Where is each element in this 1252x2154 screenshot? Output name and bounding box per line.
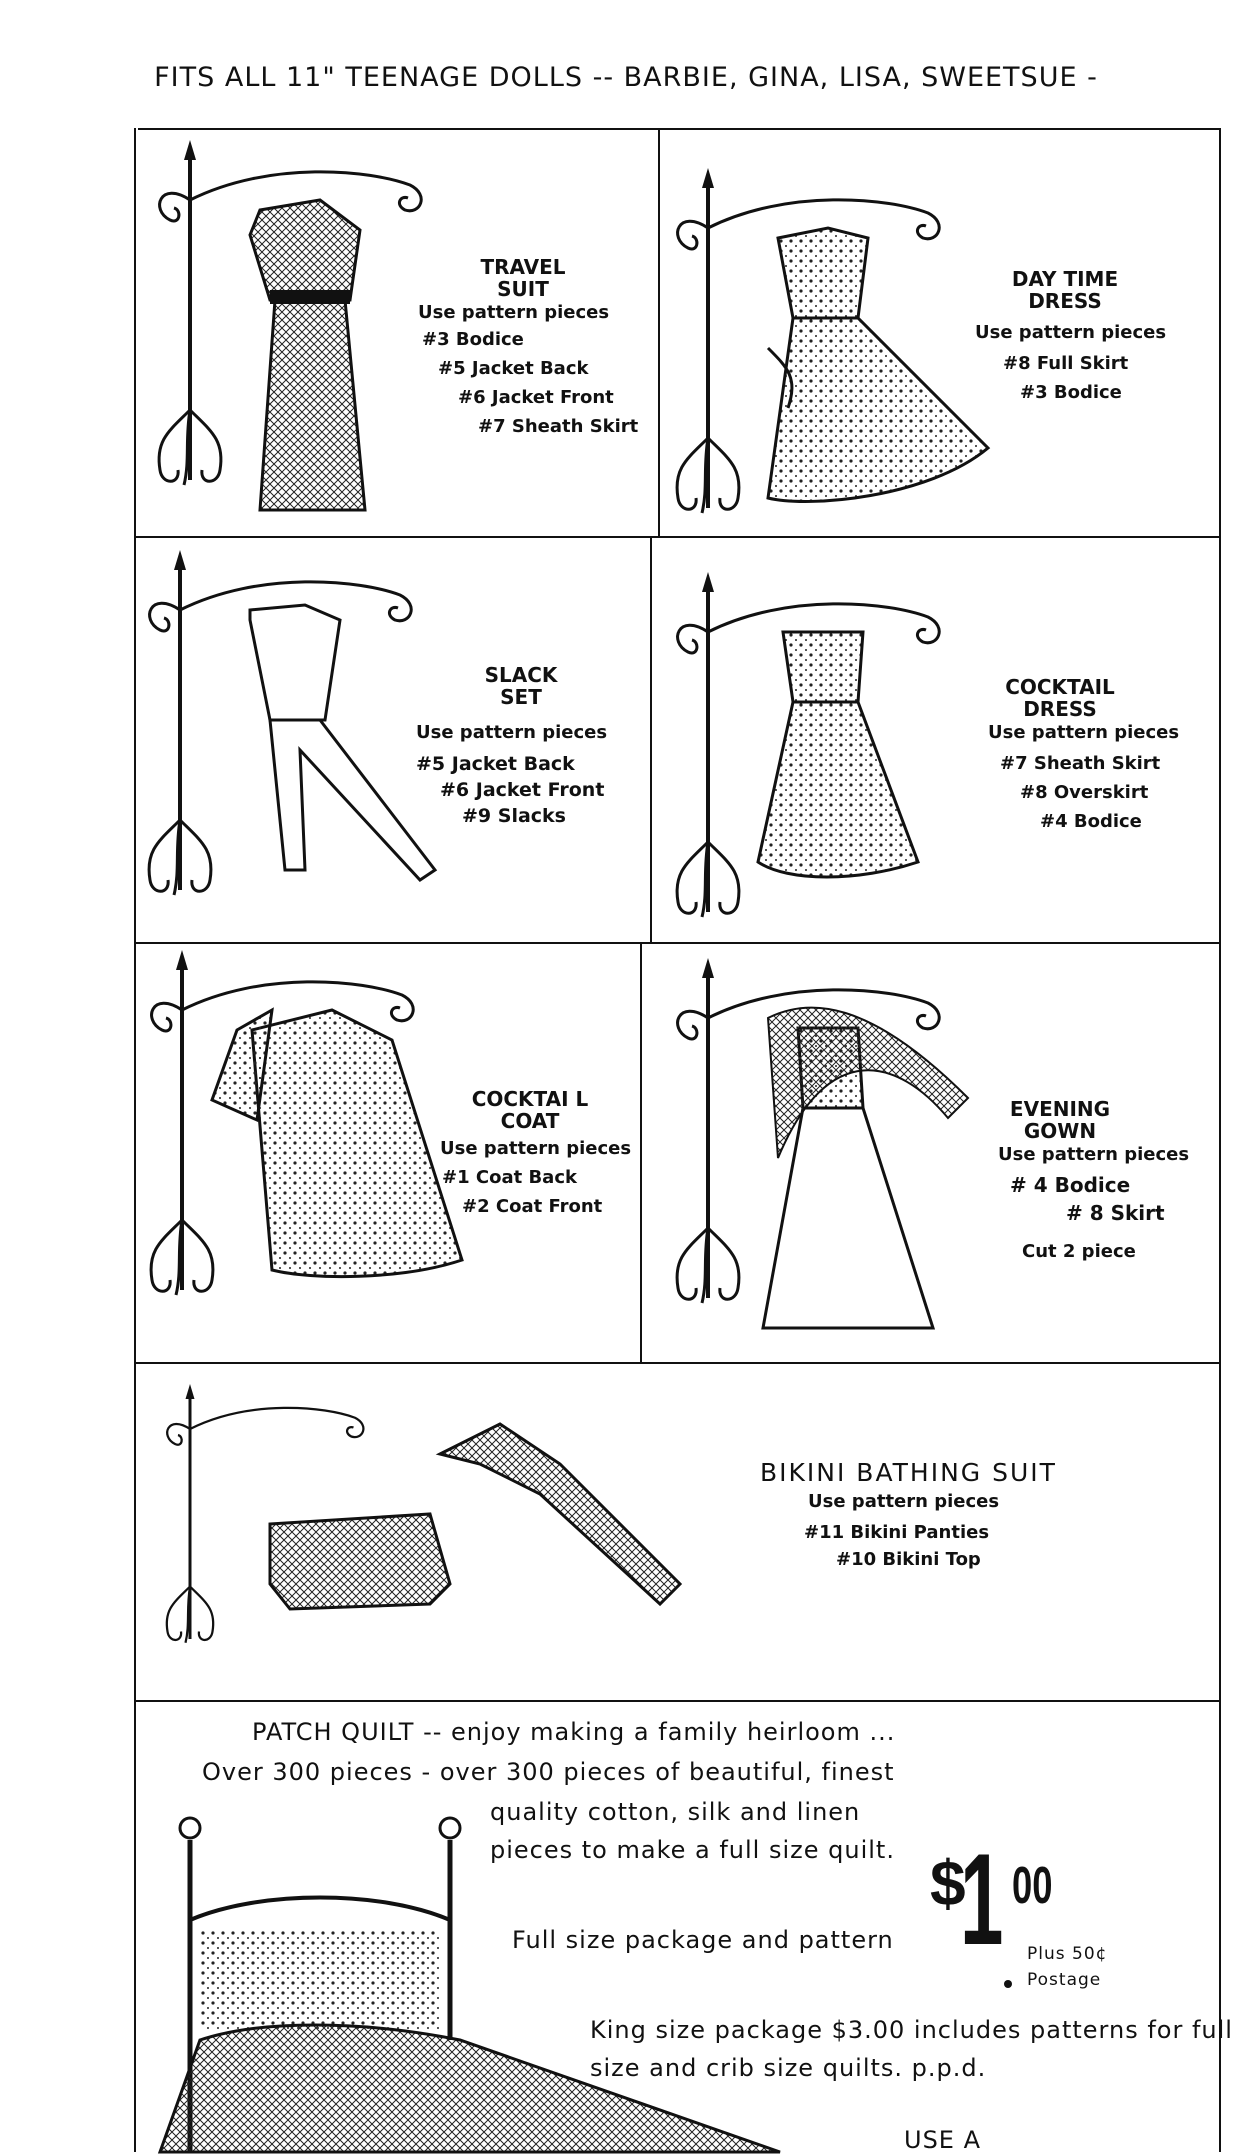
slack-set-subtitle: Use pattern pieces	[416, 722, 608, 743]
bikini-caption	[760, 1458, 1160, 1570]
grid-divider-vertical-1	[658, 128, 660, 538]
grid-divider-h2	[134, 942, 1221, 944]
slack-set-piece-2: #6 Jacket Front	[440, 779, 605, 801]
price-cents: 00	[1012, 1857, 1053, 1915]
quilt-bed-illustration	[160, 1800, 780, 2152]
cocktail-coat-subtitle: Use pattern pieces	[440, 1138, 632, 1159]
evening-gown-illustration	[668, 958, 988, 1338]
cocktail-dress-title-1: COCKTAIL	[1005, 675, 1115, 699]
slack-set-title-1: SLACK	[484, 663, 558, 687]
evening-gown-caption	[990, 1098, 1220, 1262]
evening-gown-subtitle: Use pattern pieces	[998, 1144, 1190, 1165]
quilt-line-4: pieces to make a full size quilt.	[490, 1836, 895, 1864]
evening-gown-piece-1: # 4 Bodice	[1010, 1173, 1131, 1197]
cocktail-dress-caption	[960, 676, 1190, 720]
travel-suit-piece-1: #3 Bodice	[422, 329, 524, 350]
evening-gown-piece-2: # 8 Skirt	[1066, 1201, 1165, 1225]
day-time-dress-illustration	[668, 168, 988, 518]
cocktail-coat-piece-1: #1 Coat Back	[442, 1167, 577, 1188]
slack-set-piece-1: #5 Jacket Back	[416, 753, 575, 775]
cocktail-coat-title-2: COAT	[500, 1109, 560, 1133]
price-dollar-sign: $	[930, 1847, 966, 1919]
cocktail-dress-illustration	[668, 572, 988, 922]
bikini-title: BIKINI BATHING SUIT	[760, 1458, 1057, 1487]
day-time-dress-caption	[970, 268, 1200, 312]
quilt-line-3: quality cotton, silk and linen	[490, 1798, 861, 1826]
slack-set-caption	[416, 664, 646, 827]
quilt-line-2: Over 300 pieces - over 300 pieces of beautiful, finest	[202, 1758, 895, 1786]
cocktail-dress-piece-2: #8 Overskirt	[1020, 782, 1149, 803]
bikini-piece-2: #10 Bikini Top	[836, 1549, 981, 1570]
postage-line-1: Plus 50¢	[1027, 1944, 1108, 1964]
cocktail-dress-piece-1: #7 Sheath Skirt	[1000, 753, 1161, 774]
day-time-dress-piece-2: #3 Bodice	[1020, 382, 1122, 403]
cocktail-dress-subtitle: Use pattern pieces	[988, 722, 1180, 743]
travel-suit-title-1: TRAVEL	[480, 255, 566, 279]
use-a-footer: USE A	[904, 2126, 982, 2154]
quilt-package: Full size package and pattern	[512, 1926, 894, 1954]
evening-gown-title-2: GOWN	[1023, 1119, 1097, 1143]
cocktail-dress-piece-3: #4 Bodice	[1040, 811, 1142, 832]
cocktail-coat-piece-2: #2 Coat Front	[462, 1196, 603, 1217]
king-size-line-2: size and crib size quilts. p.p.d.	[590, 2054, 987, 2082]
grid-divider-h4	[134, 1700, 1221, 1702]
travel-suit-piece-4: #7 Sheath Skirt	[478, 416, 639, 437]
travel-suit-piece-2: #5 Jacket Back	[438, 358, 589, 379]
slack-set-illustration	[140, 550, 460, 920]
quilt-line-1: PATCH QUILT -- enjoy making a family heirloom ...	[252, 1718, 896, 1746]
cocktail-dress-pieces	[988, 722, 1179, 832]
day-time-dress-title-1: DAY TIME	[1011, 267, 1119, 291]
slack-set-piece-3: #9 Slacks	[462, 805, 566, 827]
evening-gown-title-1: EVENING	[1009, 1097, 1111, 1121]
day-time-dress-pieces	[975, 322, 1166, 403]
cocktail-coat-illustration	[142, 950, 472, 1330]
grid-divider-h1	[134, 536, 1221, 538]
postage-line-2: Postage	[1027, 1970, 1102, 1990]
day-time-dress-title-2: DRESS	[1028, 289, 1102, 313]
travel-suit-caption	[418, 256, 648, 437]
travel-suit-illustration	[150, 140, 450, 520]
grid-divider-vertical-2	[650, 538, 652, 944]
travel-suit-subtitle: Use pattern pieces	[418, 302, 610, 323]
day-time-dress-subtitle: Use pattern pieces	[975, 322, 1167, 343]
day-time-dress-piece-1: #8 Full Skirt	[1003, 353, 1129, 374]
grid-divider-h3	[134, 1362, 1221, 1364]
bikini-piece-1: #11 Bikini Panties	[804, 1522, 990, 1543]
grid-border-top	[138, 128, 1221, 130]
price-dot	[1004, 1980, 1012, 1988]
king-size-line-1: King size package $3.00 includes patterns for full	[590, 2016, 1233, 2044]
cocktail-coat-caption	[430, 1088, 660, 1217]
price-whole: 1	[960, 1826, 1004, 1972]
slack-set-title-2: SET	[500, 685, 542, 709]
cocktail-coat-title-1: COCKTAI L	[471, 1087, 589, 1111]
bikini-subtitle: Use pattern pieces	[808, 1491, 1000, 1512]
grid-border-left	[134, 128, 136, 2152]
cocktail-dress-title-2: DRESS	[1023, 697, 1097, 721]
page-header: FITS ALL 11" TEENAGE DOLLS -- BARBIE, GINA, LISA, SWEETSUE -	[154, 62, 1098, 93]
travel-suit-title-2: SUIT	[497, 277, 549, 301]
evening-gown-piece-3: Cut 2 piece	[1022, 1241, 1136, 1262]
travel-suit-piece-3: #6 Jacket Front	[458, 387, 614, 408]
bikini-bathing-suit-illustration	[160, 1384, 680, 1664]
